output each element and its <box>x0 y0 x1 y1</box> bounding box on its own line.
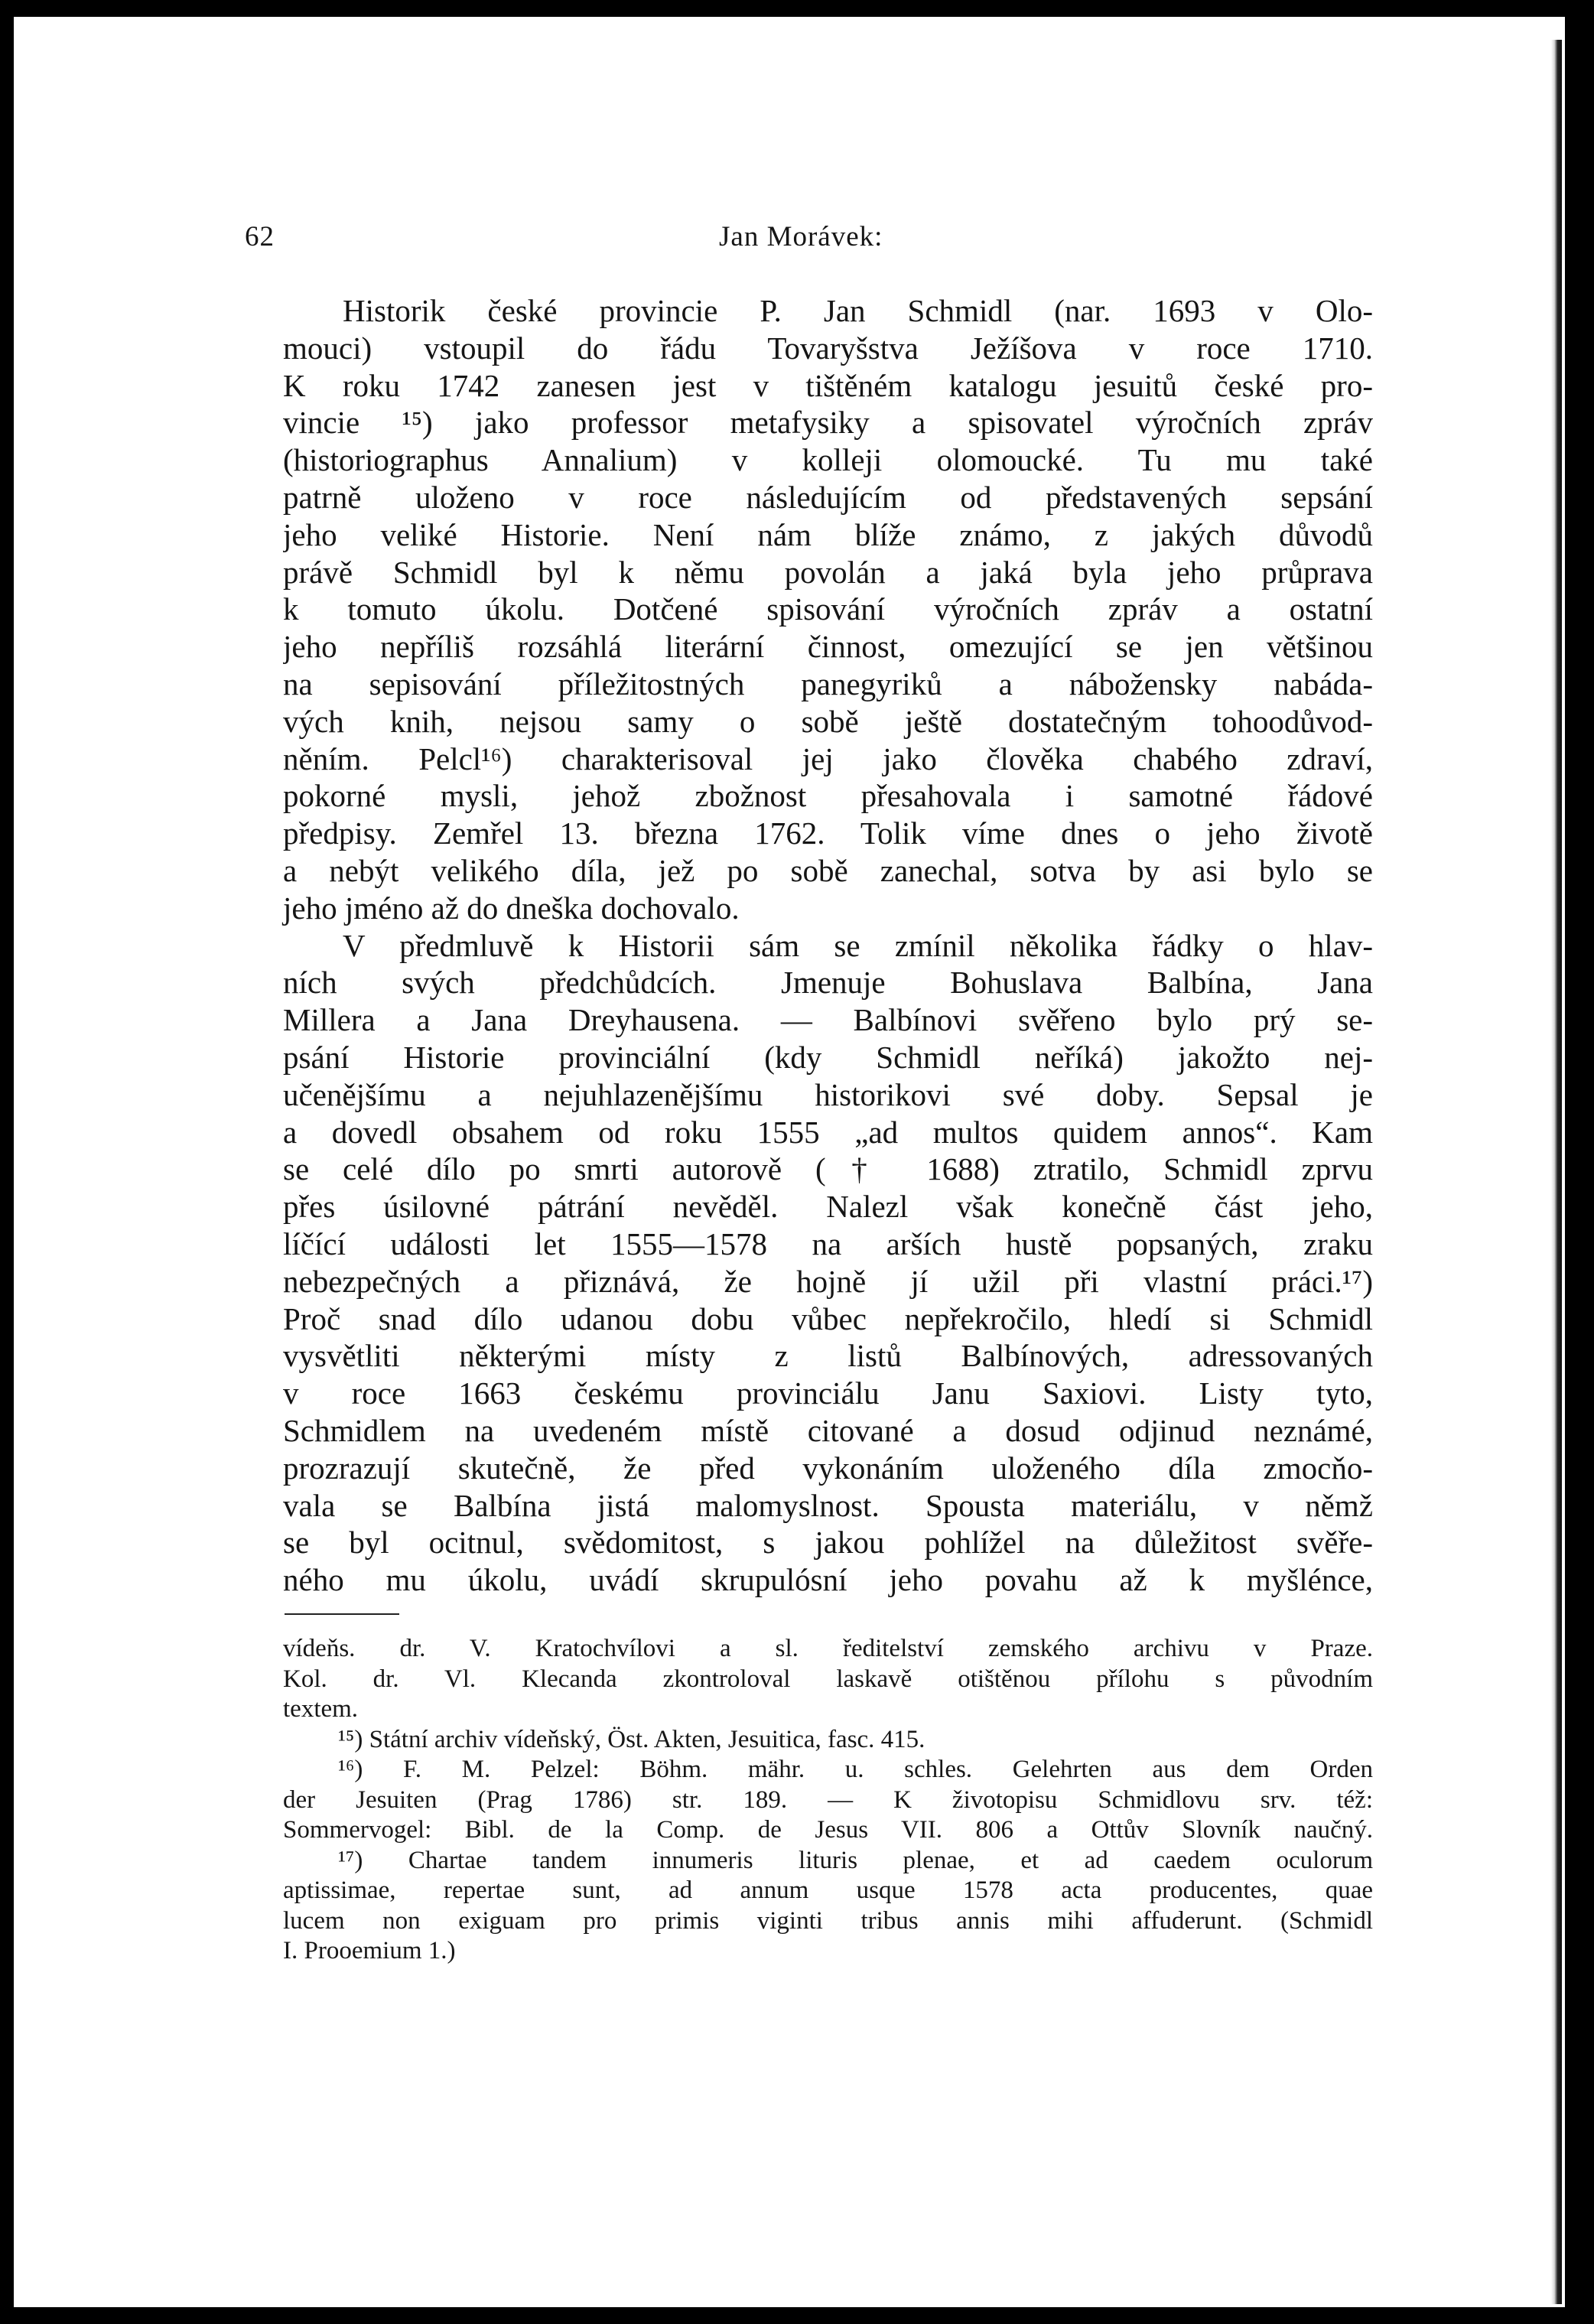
footnote-line: ¹⁶) F. M. Pelzel: Böhm. mähr. u. schles. Gelehrten aus dem Orden <box>338 1756 1373 1783</box>
body-line: Schmidlem na uvedeném místě citované a dosud odjinud neznámé, <box>283 1412 1373 1448</box>
body-line: ného mu úkolu, uvádí skrupulósní jeho povahu až k myšlénce, <box>283 1562 1373 1598</box>
footnote-line: Sommervogel: Bibl. de la Comp. de Jesus VII. 806 a Ottův Slovník naučný. <box>283 1816 1373 1844</box>
footnote-line: I. Prooemium 1.) <box>283 1937 456 1964</box>
body-line: právě Schmidl byl k němu povolán a jaká byla jeho průprava <box>283 554 1373 590</box>
footnote-line: aptissimae, repertae sunt, ad annum usque 1578 acta producentes, quae <box>283 1876 1373 1904</box>
body-line: se celé dílo po smrti autorově († 1688) ztratilo, Schmidl zprvu <box>283 1151 1373 1187</box>
footnote-line: lucem non exiguam pro primis viginti tribus annis mihi affuderunt. (Schmidl <box>283 1906 1373 1935</box>
running-head: Jan Morávek: <box>719 221 883 252</box>
page-number: 62 <box>245 221 275 252</box>
body-line: vala se Balbína jistá malomyslnost. Spousta materiálu, v němž <box>283 1487 1373 1523</box>
body-line: k tomuto úkolu. Dotčené spisování výročních zpráv a ostatní <box>283 591 1373 627</box>
page-edge-shadow <box>1551 40 1562 2304</box>
body-line: patrně uloženo v roce následujícím od představených sepsání <box>283 479 1373 515</box>
body-line: pokorné mysli, jehož zbožnost přesahovala i samotné řádové <box>283 778 1373 814</box>
footnote-line: Kol. dr. Vl. Klecanda zkontroloval laskavě otištěnou přílohu s původním <box>283 1665 1373 1693</box>
body-line: prozrazují skutečně, že před vykonáním uloženého díla zmocňo- <box>283 1450 1373 1486</box>
body-line: na sepisování příležitostných panegyriků a nábožensky nabáda- <box>283 666 1373 701</box>
body-line: nebezpečných a přiznává, že hojně jí užil při vlastní práci.¹⁷) <box>283 1263 1373 1299</box>
body-line: a dovedl obsahem od roku 1555 „ad multos quidem annos“. Kam <box>283 1114 1373 1150</box>
footnote-line: ¹⁵) Státní archiv vídeňský, Öst. Akten, Jesuitica, fasc. 415. <box>338 1725 925 1753</box>
body-line: vých knih, nejsou samy o sobě ještě dostatečným tohoodůvod- <box>283 703 1373 739</box>
footnote-divider <box>285 1613 399 1615</box>
body-line: ních svých předchůdcích. Jmenuje Bohuslava Balbína, Jana <box>283 965 1373 1001</box>
body-line: a nebýt velikého díla, jež po sobě zanechal, sotva by asi bylo se <box>283 852 1373 888</box>
body-line: jeho jméno až do dneška dochovalo. <box>283 890 740 926</box>
body-line: Proč snad dílo udanou dobu vůbec nepřekročilo, hledí si Schmidl <box>283 1300 1373 1336</box>
body-line: jeho veliké Historie. Není nám blíže známo, z jakých důvodů <box>283 516 1373 552</box>
body-line: Historik české provincie P. Jan Schmidl (nar. 1693 v Olo- <box>343 293 1373 328</box>
body-line: V předmluvě k Historii sám se zmínil několika řádky o hlav- <box>343 927 1373 963</box>
body-line: v roce 1663 českému provinciálu Janu Saxiovi. Listy tyto, <box>283 1375 1373 1411</box>
body-line: přes úsilovné pátrání nevěděl. Nalezl však konečně část jeho, <box>283 1189 1373 1225</box>
body-line: se byl ocitnul, svědomitost, s jakou pohlížel na důležitost svěře- <box>283 1525 1373 1561</box>
body-line: vincie ¹⁵) jako professor metafysiky a spisovatel výročních zpráv <box>283 405 1373 441</box>
body-line: vysvětliti některými místy z listů Balbínových, adressovaných <box>283 1338 1373 1374</box>
body-line: (historiographus Annalium) v kolleji olomoucké. Tu mu také <box>283 442 1373 478</box>
body-line: něním. Pelcl¹⁶) charakterisoval jej jako člověka chabého zdraví, <box>283 740 1373 776</box>
body-line: jeho nepříliš rozsáhlá literární činnost, omezující se jen většinou <box>283 629 1373 665</box>
page-header <box>245 220 1377 259</box>
footnote-line: textem. <box>283 1695 359 1723</box>
body-line: učenějšímu a nejuhlazenějšímu historikovi své doby. Sepsal je <box>283 1076 1373 1112</box>
footnote-line: ¹⁷) Chartae tandem innumeris lituris plenae, et ad caedem oculorum <box>338 1846 1373 1874</box>
body-line: předpisy. Zemřel 13. března 1762. Tolik víme dnes o jeho životě <box>283 815 1373 851</box>
footnote-line: der Jesuiten (Prag 1786) str. 189. — K životopisu Schmidlovu srv. též: <box>283 1785 1373 1814</box>
body-line: mouci) vstoupil do řádu Tovaryšstva Ježíšova v roce 1710. <box>283 330 1373 366</box>
body-line: psání Historie provinciální (kdy Schmidl neříká) jakožto nej- <box>283 1039 1373 1075</box>
footnote-line: vídeňs. dr. V. Kratochvílovi a sl. ředitelství zemského archivu v Praze. <box>283 1635 1373 1662</box>
footnotes <box>283 1634 1373 1967</box>
body-line: Millera a Jana Dreyhausena. — Balbínovi svěřeno bylo prý se- <box>283 1002 1373 1038</box>
body-line: K roku 1742 zanesen jest v tištěném katalogu jesuitů české pro- <box>283 367 1373 403</box>
main-text <box>283 292 1373 1599</box>
body-line: líčící události let 1555—1578 na arších hustě popsaných, zraku <box>283 1225 1373 1261</box>
